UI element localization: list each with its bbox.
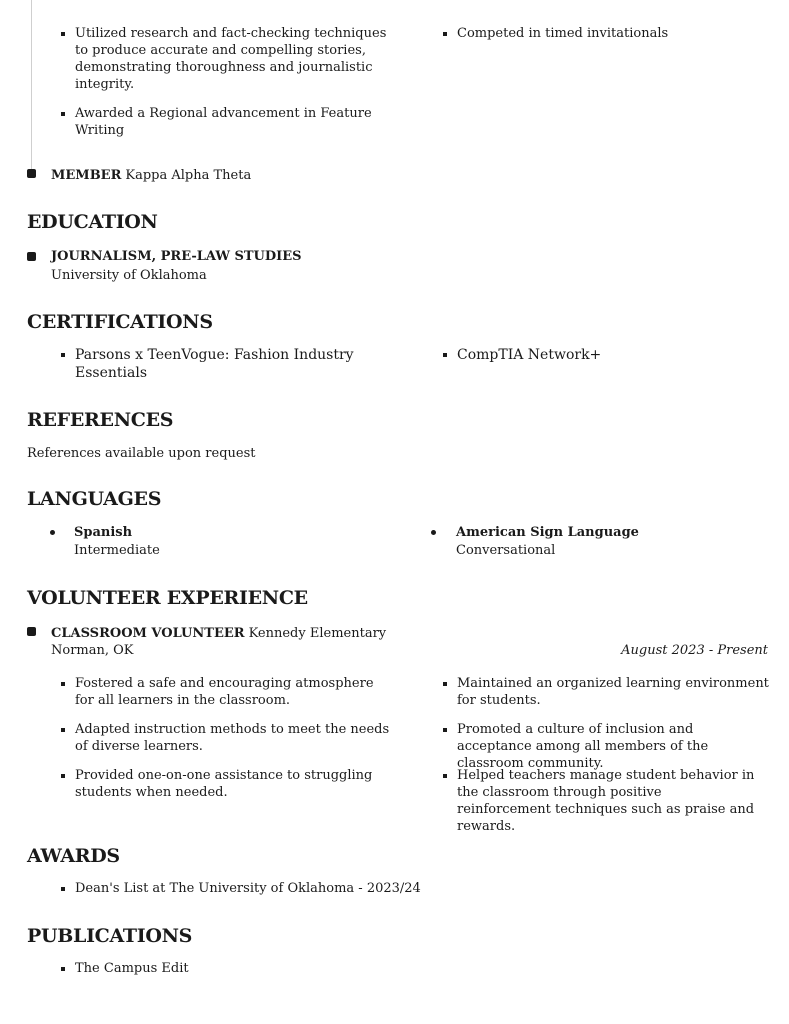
volunteer-dates: August 2023 - Present bbox=[621, 643, 768, 658]
education-degree: JOURNALISM, PRE-LAW STUDIES bbox=[51, 249, 302, 264]
list-item: Maintained an organized learning environment for students. bbox=[457, 676, 769, 708]
volunteer-location: Norman, OK bbox=[51, 643, 134, 658]
language-name: American Sign Language bbox=[456, 525, 639, 540]
language-level: Intermediate bbox=[74, 543, 160, 558]
list-item: Adapted instruction methods to meet the needs of diverse learners. bbox=[75, 722, 390, 754]
language-level: Conversational bbox=[456, 543, 556, 558]
list-item: Helped teachers manage student behavior in the classroom through positive reinforcement techniques such as praise and rewards. bbox=[457, 768, 755, 834]
entry-marker-icon bbox=[27, 169, 36, 178]
bullet-icon bbox=[61, 887, 65, 891]
certification-item: CompTIA Network+ bbox=[457, 347, 602, 363]
bullet-icon bbox=[443, 682, 447, 686]
bullet-icon bbox=[61, 112, 65, 116]
publications-heading: PUBLICATIONS bbox=[27, 925, 193, 947]
bullet-icon bbox=[61, 353, 65, 357]
bullet-icon bbox=[61, 32, 65, 36]
languages-heading: LANGUAGES bbox=[27, 488, 162, 510]
member-org: Kappa Alpha Theta bbox=[125, 168, 252, 183]
bullet-icon bbox=[61, 728, 65, 732]
volunteer-heading: VOLUNTEER EXPERIENCE bbox=[27, 587, 308, 609]
certification-item: Parsons x TeenVogue: Fashion Industry Essentials bbox=[75, 347, 354, 381]
list-item: Competed in timed invitationals bbox=[457, 26, 669, 41]
entry-marker-icon bbox=[27, 252, 36, 261]
list-item: Utilized research and fact-checking techniques to produce accurate and compelling stories, demonstrating thoroughness and journalistic integrity. bbox=[75, 26, 387, 92]
bullet-icon bbox=[443, 32, 447, 36]
list-item: Provided one-on-one assistance to struggling students when needed. bbox=[75, 768, 373, 800]
list-item: Fostered a safe and encouraging atmosphere for all learners in the classroom. bbox=[75, 676, 374, 708]
member-role: MEMBER bbox=[51, 168, 122, 183]
education-heading: EDUCATION bbox=[27, 211, 158, 233]
bullet-icon bbox=[443, 774, 447, 778]
publication-item: The Campus Edit bbox=[75, 961, 189, 976]
bullet-icon bbox=[443, 728, 447, 732]
member-entry bbox=[51, 165, 251, 185]
awards-heading: AWARDS bbox=[27, 845, 120, 867]
bullet-icon bbox=[431, 530, 436, 535]
bullet-icon bbox=[61, 967, 65, 971]
volunteer-org: Kennedy Elementary bbox=[248, 626, 387, 641]
award-item: Dean's List at The University of Oklahoma - 2023/24 bbox=[75, 881, 421, 896]
bullet-icon bbox=[61, 682, 65, 686]
certifications-heading: CERTIFICATIONS bbox=[27, 311, 213, 333]
references-text: References available upon request bbox=[27, 446, 256, 461]
volunteer-entry bbox=[51, 623, 386, 643]
education-school: University of Oklahoma bbox=[51, 268, 207, 283]
list-item: Awarded a Regional advancement in Feature Writing bbox=[75, 106, 372, 138]
list-item: Promoted a culture of inclusion and acceptance among all members of the classroom community. bbox=[457, 722, 709, 771]
bullet-icon bbox=[61, 774, 65, 778]
entry-marker-icon bbox=[27, 627, 36, 636]
timeline-line bbox=[31, 0, 32, 172]
references-heading: REFERENCES bbox=[27, 409, 174, 431]
bullet-icon bbox=[50, 530, 55, 535]
bullet-icon bbox=[443, 353, 447, 357]
volunteer-role: CLASSROOM VOLUNTEER bbox=[51, 626, 245, 641]
language-name: Spanish bbox=[74, 525, 133, 540]
